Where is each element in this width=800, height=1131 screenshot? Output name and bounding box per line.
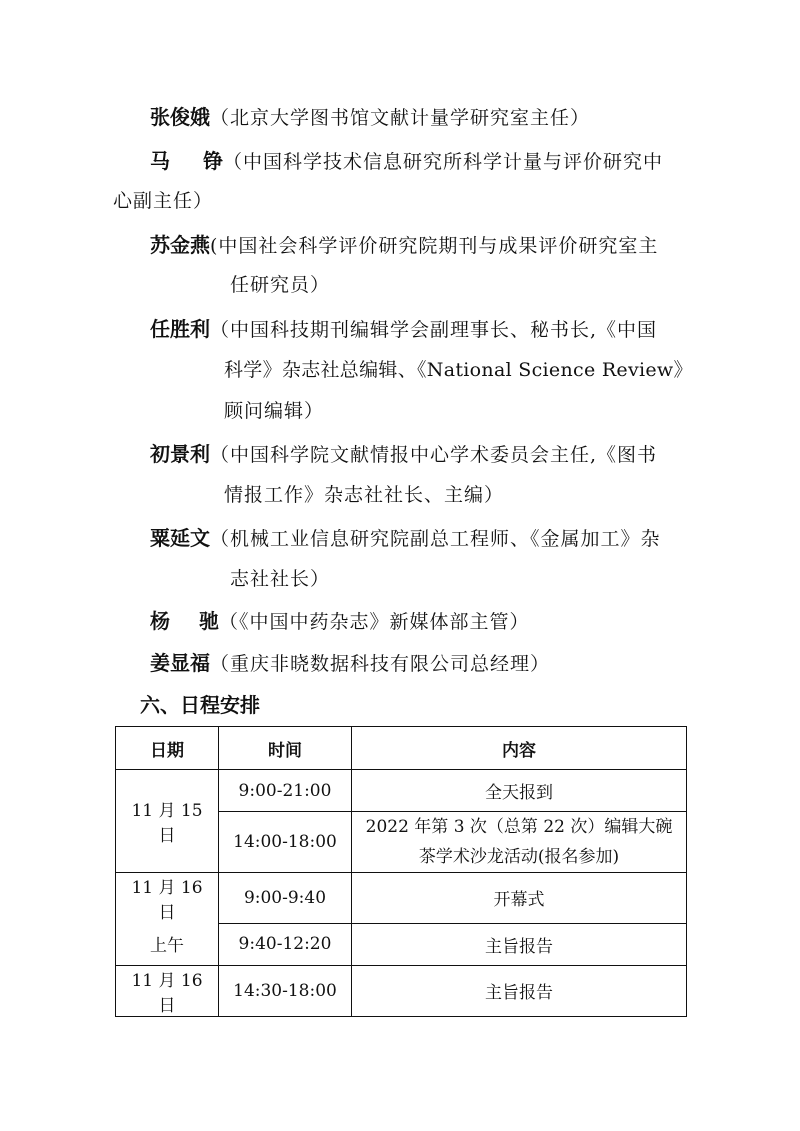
time-cell: 14:00-18:00: [219, 812, 352, 873]
expert-desc: （《中国中药杂志》新媒体部主管）: [218, 611, 530, 633]
date-cell: 11 月 15 日: [116, 770, 219, 873]
expert-desc: （机械工业信息研究院副总工程师、《金属加工》杂: [210, 528, 661, 550]
expert-name: 杨 驰: [150, 609, 219, 633]
table-row: [116, 923, 687, 965]
expert-desc-continued: 任研究员）: [230, 274, 331, 296]
date-cell: 上午: [116, 923, 219, 965]
expert-desc-continued: 科学》杂志社总编辑、《National Science Review》: [224, 359, 693, 381]
expert-name: 姜显福: [150, 651, 210, 675]
date-cell: 11 月 16 日: [116, 873, 219, 924]
expert-desc-continued: 心副主任）: [113, 190, 214, 212]
date-cell: 11 月 16 日: [116, 965, 219, 1016]
content-cell: 全天报到: [352, 770, 687, 812]
expert-entry: [150, 649, 550, 678]
content-cell: 开幕式: [352, 873, 687, 924]
header-time: 时间: [219, 727, 352, 770]
content-cell: 主旨报告: [352, 923, 687, 965]
expert-desc: (中国社会科学评价研究院期刊与成果评价研究室主: [210, 235, 659, 257]
expert-desc: （中国科学技术信息研究所科学计量与评价研究中: [222, 151, 663, 173]
expert-entry: [150, 607, 529, 636]
expert-desc: （中国科技期刊编辑学会副理事长、秘书长,《中国: [210, 319, 658, 341]
expert-desc: （中国科学院文献情报中心学术委员会主任,《图书: [210, 444, 658, 466]
time-cell: 9:00-21:00: [219, 770, 352, 812]
section-title: 六、日程安排: [140, 693, 260, 717]
expert-desc: （北京大学图书馆文献计量学研究室主任）: [210, 107, 591, 129]
content-cell: [352, 812, 687, 873]
content-line: 2022 年第 3 次（总第 22 次）编辑大碗: [365, 817, 673, 837]
content-cell: 主旨报告: [352, 965, 687, 1016]
expert-name: 苏金燕: [150, 233, 210, 257]
header-content: 内容: [352, 727, 687, 770]
expert-entry: [150, 147, 663, 176]
time-cell: 14:30-18:00: [219, 965, 352, 1016]
schedule-table: [115, 726, 687, 1017]
expert-entry: [150, 524, 661, 553]
expert-desc-continued: 顾问编辑）: [224, 400, 325, 422]
header-date: 日期: [116, 727, 219, 770]
expert-desc-continued: 志社社长）: [230, 568, 331, 590]
table-row: [116, 873, 687, 924]
table-row: [116, 965, 687, 1016]
expert-name: 马 铮: [150, 149, 223, 173]
expert-desc: （重庆非晓数据科技有限公司总经理）: [210, 653, 551, 675]
expert-name: 任胜利: [150, 317, 210, 341]
expert-entry: [150, 231, 658, 260]
expert-name: 粟延文: [150, 526, 210, 550]
expert-name: 张俊娥: [150, 105, 210, 129]
table-header-row: [116, 727, 687, 770]
expert-entry: [150, 315, 657, 344]
expert-entry: [150, 440, 657, 469]
content-line: 茶学术沙龙活动(报名参加): [418, 847, 620, 867]
table-row: [116, 770, 687, 812]
time-cell: 9:40-12:20: [219, 923, 352, 965]
expert-desc-continued: 情报工作》杂志社社长、主编）: [224, 484, 505, 506]
time-cell: 9:00-9:40: [219, 873, 352, 924]
expert-name: 初景利: [150, 442, 210, 466]
expert-entry: [150, 103, 590, 132]
